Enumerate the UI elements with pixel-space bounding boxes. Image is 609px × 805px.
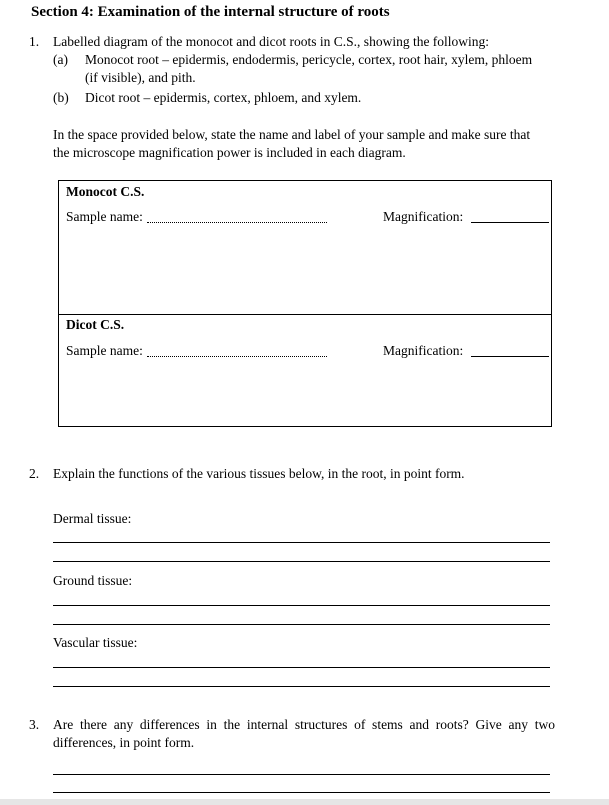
dicot-magnification-field[interactable]	[471, 356, 549, 357]
vascular-answer-line-1[interactable]	[53, 667, 550, 668]
q1-instruction-line1: In the space provided below, state the name and label of your sample and make sure that	[53, 127, 531, 142]
ground-tissue-label: Ground tissue:	[53, 573, 133, 588]
dicot-drawing-area[interactable]	[61, 365, 549, 423]
ground-answer-line-1[interactable]	[53, 605, 550, 606]
ground-answer-line-2[interactable]	[53, 624, 550, 625]
q1-text: Labelled diagram of the monocot and dicot roots in C.S., showing the following:	[53, 34, 490, 49]
dicot-sample-label: Sample name:	[66, 343, 143, 358]
monocot-magnification-field[interactable]	[471, 222, 549, 223]
q3-line2: differences, in point form.	[53, 735, 195, 750]
section-title: Section 4: Examination of the internal structure of roots	[31, 4, 390, 20]
q3-line1: Are there any differences in the internal structures of stems and roots? Give any two	[53, 717, 555, 732]
monocot-box	[58, 180, 552, 315]
q1-b-text: Dicot root – epidermis, cortex, phloem, and xylem.	[85, 90, 362, 105]
dicot-box	[58, 314, 552, 427]
q1-a-label: (a)	[53, 52, 68, 67]
monocot-sample-name-field[interactable]	[147, 211, 327, 223]
q2-number: 2.	[29, 466, 40, 481]
monocot-drawing-area[interactable]	[61, 231, 549, 311]
vascular-answer-line-2[interactable]	[53, 686, 550, 687]
q1-instruction-line2: the microscope magnification power is included in each diagram.	[53, 145, 406, 160]
dermal-answer-line-1[interactable]	[53, 542, 550, 543]
q3-answer-line-2[interactable]	[53, 792, 550, 793]
monocot-title: Monocot C.S.	[66, 184, 145, 199]
q2-text: Explain the functions of the various tissues below, in the root, in point form.	[53, 466, 465, 481]
page-bottom-edge	[0, 799, 609, 805]
vascular-tissue-label: Vascular tissue:	[53, 635, 138, 650]
dicot-sample-name-field[interactable]	[147, 345, 327, 357]
dermal-answer-line-2[interactable]	[53, 561, 550, 562]
monocot-magnification-label: Magnification:	[383, 209, 464, 224]
dermal-tissue-label: Dermal tissue:	[53, 511, 132, 526]
q1-b-label: (b)	[53, 90, 69, 105]
dicot-magnification-label: Magnification:	[383, 343, 464, 358]
q3-number: 3.	[29, 717, 40, 732]
q1-number: 1.	[29, 34, 40, 49]
dicot-title: Dicot C.S.	[66, 317, 125, 332]
q1-a-line1: Monocot root – epidermis, endodermis, pericycle, cortex, root hair, xylem, phloem	[85, 52, 533, 67]
q1-a-line2: (if visible), and pith.	[85, 70, 196, 85]
monocot-sample-label: Sample name:	[66, 209, 143, 224]
q3-answer-line-1[interactable]	[53, 774, 550, 775]
